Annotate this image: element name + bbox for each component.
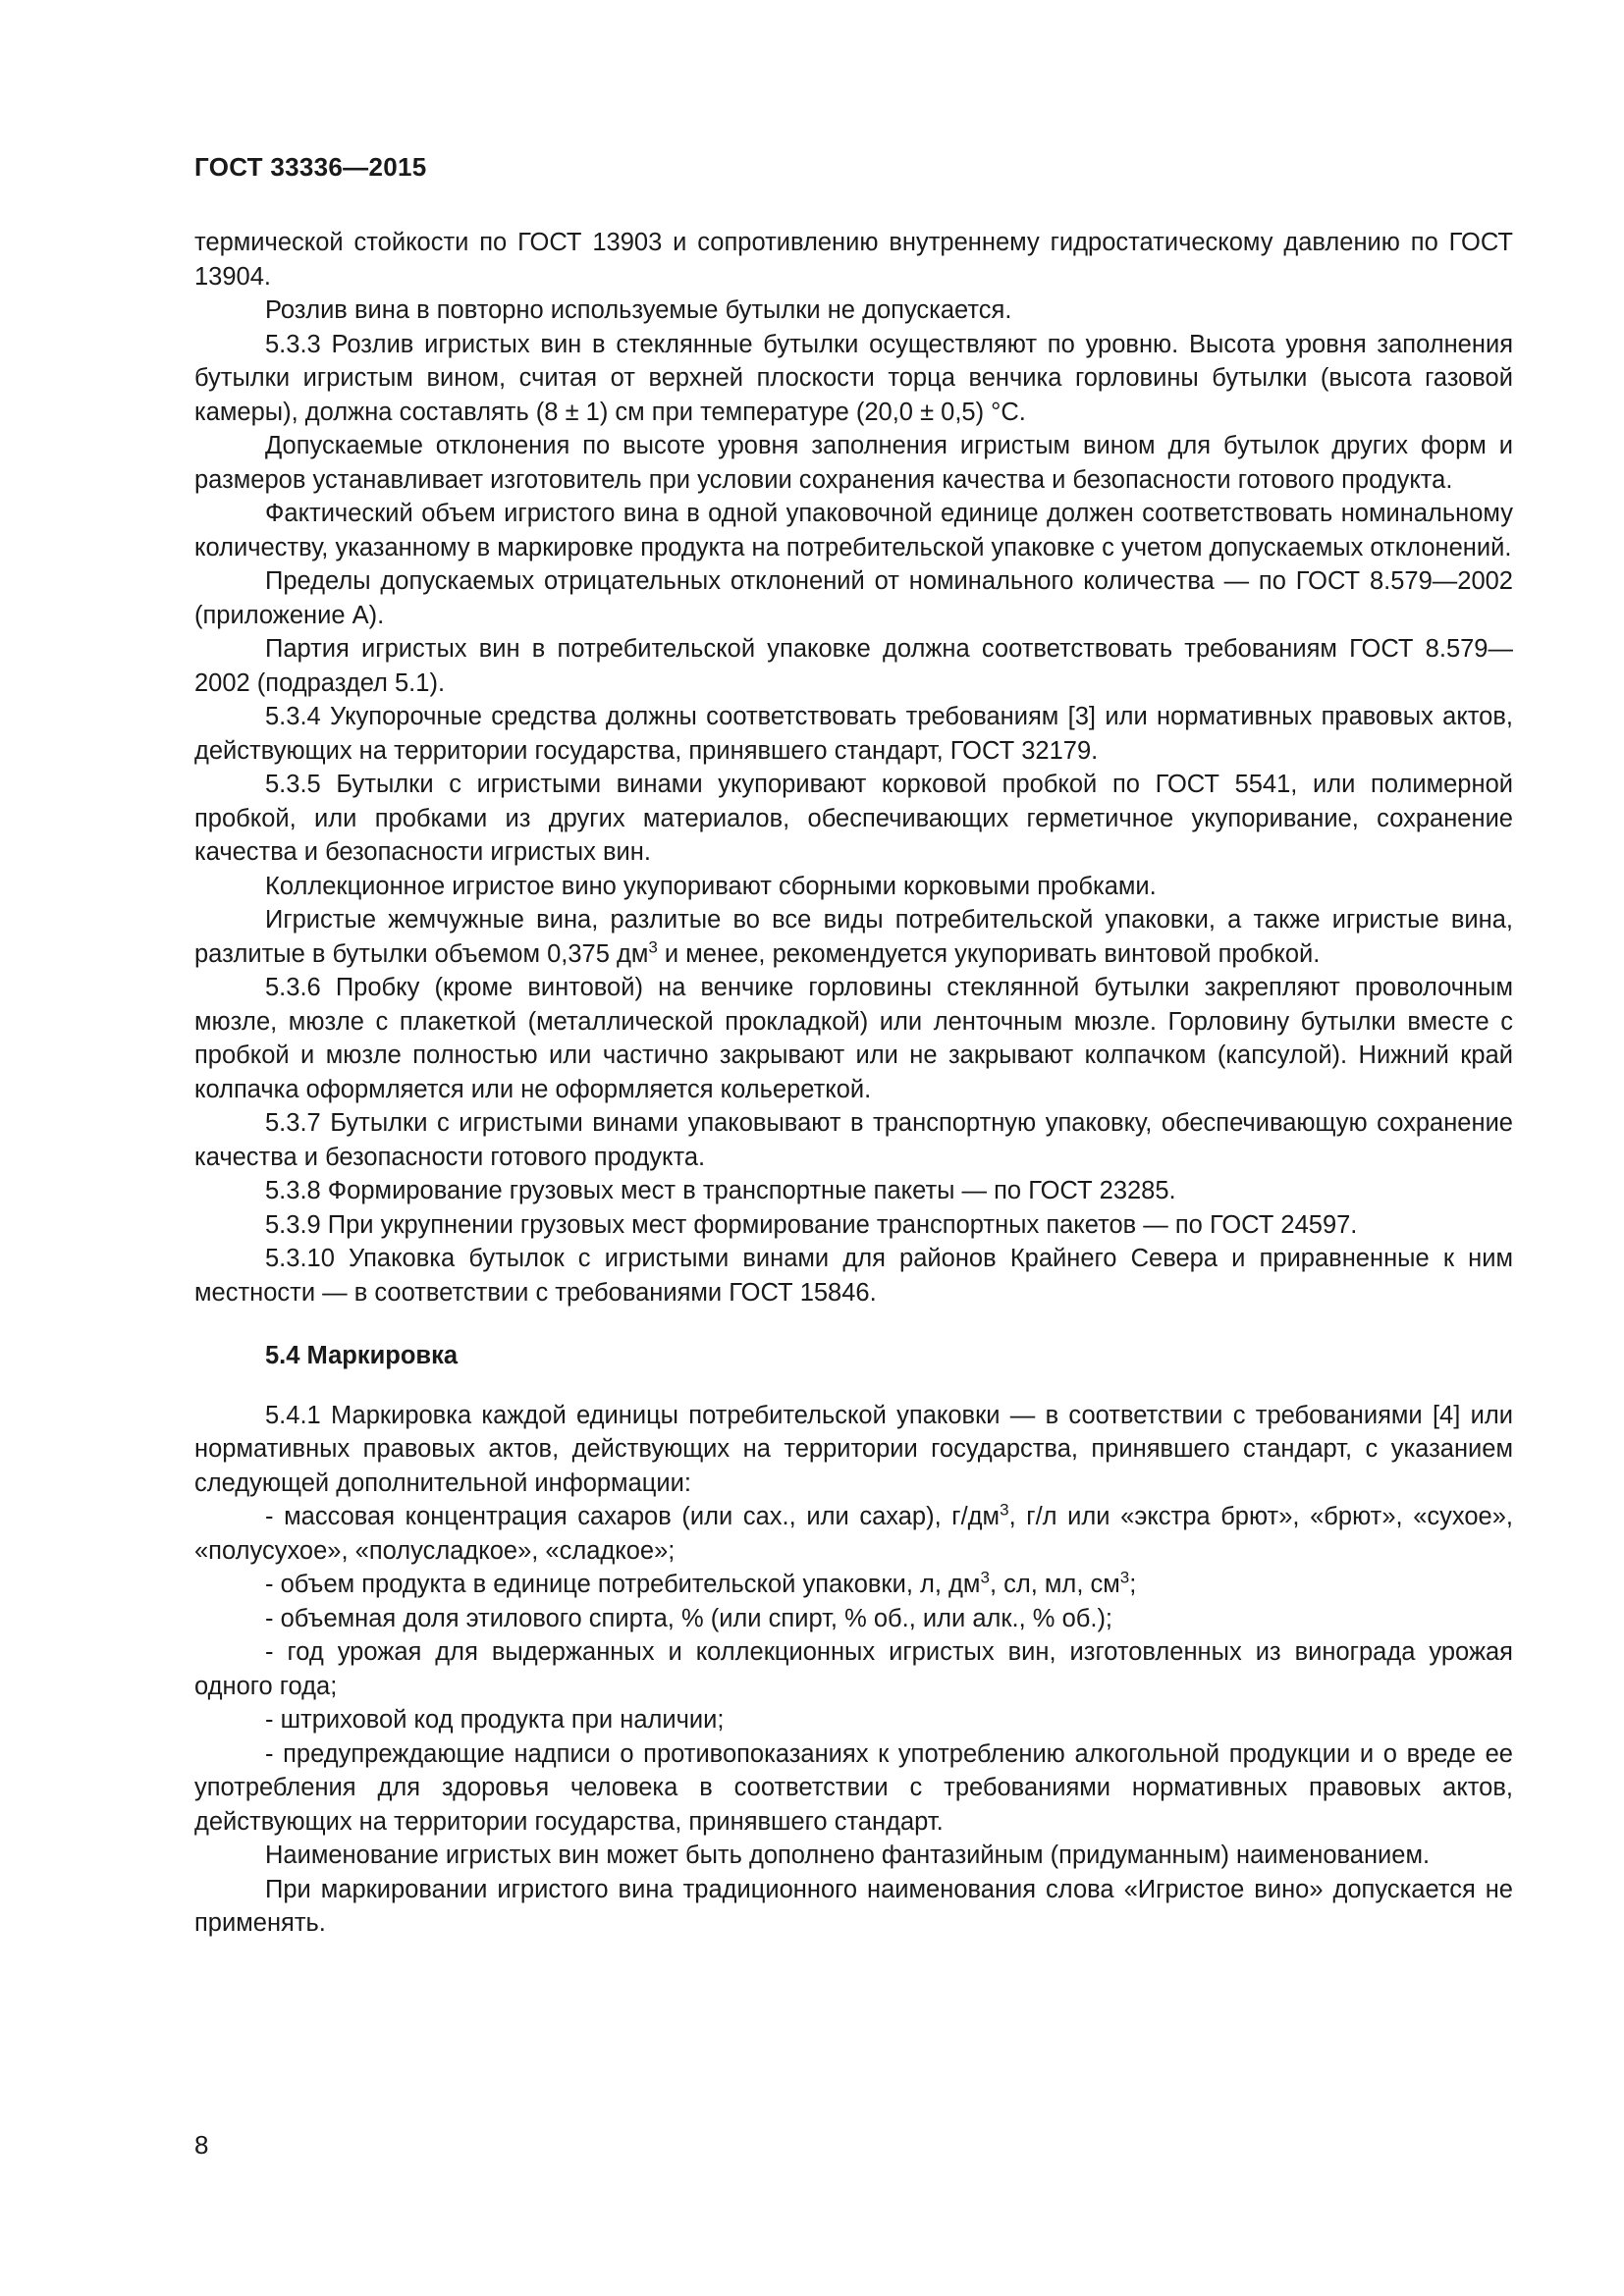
document-body: [194, 226, 1513, 1941]
paragraph: Розлив вина в повторно используемые бутылки не допускается.: [265, 296, 1012, 324]
text-fragment: - массовая концентрация сахаров (или сах., или сахар), г/дм: [265, 1503, 1001, 1530]
paragraph-5-3-6: 5.3.6 Пробку (кроме винтовой) на венчике горловины стеклянной бутылки закрепляют проволочным мюзле, мюзле с плакеткой (металлической прокладкой) или ленточным мюзле. Горловину бутылки вместе с пробкой и мюзле полностью или частично закрывают или не закрывают колпачком (капсулой). Нижний край колпачка оформляется или не оформляется кольереткой.: [194, 974, 1513, 1103]
superscript: 3: [1119, 1568, 1130, 1587]
paragraph: При маркировании игристого вина традиционного наименования слова «Игристое вино» допускается не применять.: [194, 1875, 1513, 1937]
superscript: 3: [980, 1568, 990, 1587]
page-number: 8: [194, 2130, 209, 2160]
list-item: - штриховой код продукта при наличии;: [265, 1706, 725, 1734]
paragraph-5-3-3: 5.3.3 Розлив игристых вин в стеклянные бутылки осуществляют по уровню. Высота уровня заполнения бутылки игристым вином, считая от верхней плоскости торца венчика горловины бутылки (высота газовой камеры), должна составлять (8 ± 1) см при температуре (20,0 ± 0,5) °С.: [194, 330, 1513, 426]
document-code-header: ГОСТ 33336—2015: [194, 152, 427, 182]
list-item: - год урожая для выдержанных и коллекционных игристых вин, изготовленных из винограда урожая одного года;: [194, 1638, 1513, 1700]
paragraph: Коллекционное игристое вино укупоривают сборными корковыми пробками.: [265, 872, 1157, 900]
paragraph: Наименование игристых вин может быть дополнено фантазийным (придуманным) наименованием.: [265, 1842, 1431, 1869]
paragraph: Пределы допускаемых отрицательных отклонений от номинального количества — по ГОСТ 8.579—2002 (приложение А).: [194, 567, 1513, 629]
paragraph-5-3-5: 5.3.5 Бутылки с игристыми винами укупоривают корковой пробкой по ГОСТ 5541, или полимерной пробкой, или пробками из других материалов, обеспечивающих герметичное укупоривание, сохранение качества и безопасности игристых вин.: [194, 771, 1513, 866]
paragraph-continued: термической стойкости по ГОСТ 13903 и сопротивлению внутреннему гидростатическому давлению по ГОСТ 13904.: [194, 229, 1513, 291]
paragraph-5-3-4: 5.3.4 Укупорочные средства должны соответствовать требованиям [3] или нормативных правовых актов, действующих на территории государства, принявшего стандарт, ГОСТ 32179.: [194, 703, 1513, 765]
list-item: [194, 1568, 1513, 1602]
paragraph: Фактический объем игристого вина в одной упаковочной единице должен соответствовать номинальному количеству, указанному в маркировке продукта на потребительской упаковке с учетом допускаемых отклонений.: [194, 500, 1513, 561]
text-fragment: и менее, рекомендуется укупоривать винтовой пробкой.: [657, 939, 1321, 968]
text-fragment: ;: [1129, 1571, 1137, 1598]
paragraph: Партия игристых вин в потребительской упаковке должна соответствовать требованиям ГОСТ 8.579—2002 (подраздел 5.1).: [194, 635, 1513, 697]
paragraph: Допускаемые отклонения по высоте уровня заполнения игристым вином для бутылок других форм и размеров устанавливает изготовитель при условии сохранения качества и безопасности готового продукта.: [194, 432, 1513, 494]
paragraph-5-3-9: 5.3.9 При укрупнении грузовых мест формирование транспортных пакетов — по ГОСТ 24597.: [265, 1210, 1358, 1239]
list-item: [194, 1500, 1513, 1568]
section-title: 5.4 Маркировка: [265, 1342, 459, 1369]
paragraph-5-3-10: 5.3.10 Упаковка бутылок с игристыми винами для районов Крайнего Севера и приравненные к ним местности — в соответствии с требованиями ГОСТ 15846.: [194, 1245, 1513, 1307]
paragraph-5-3-7: 5.3.7 Бутылки с игристыми винами упаковывают в транспортную упаковку, обеспечивающую сохранение качества и безопасности готового продукта.: [194, 1109, 1513, 1171]
list-item: - предупреждающие надписи о противопоказаниях к употреблению алкогольной продукции и о вреде ее употребления для здоровья человека в соответствии с требованиями нормативных правовых актов, действующих на территории государства, принявшего стандарт.: [194, 1739, 1513, 1836]
text-fragment: - объем продукта в единице потребительской упаковки, л, дм: [265, 1571, 981, 1598]
text-fragment: Игристые жемчужные вина, разлитые во все виды потребительской упаковки, а также игристые вина, разлитые в бутылки объемом 0,375 дм: [194, 906, 1513, 968]
superscript: 3: [1000, 1500, 1009, 1520]
paragraph-5-3-8: 5.3.8 Формирование грузовых мест в транспортные пакеты — по ГОСТ 23285.: [265, 1177, 1176, 1204]
superscript: 3: [648, 937, 658, 956]
paragraph-5-4-1: 5.4.1 Маркировка каждой единицы потребительской упаковки — в соответствии с требованиями [4] или нормативных правовых актов, действующих на территории государства, принявшего стандарт, с указанием следующей дополнительной информации:: [194, 1401, 1513, 1497]
paragraph-pearl-wines: [194, 903, 1513, 971]
list-item: - объемная доля этилового спирта, % (или спирт, % об., или алк., % об.);: [265, 1604, 1113, 1632]
text-fragment: , сл, мл, см: [989, 1571, 1120, 1598]
text-fragment: , г/л или «экстра брют», «брют», «сухое», «полусухое», «полусладкое», «сладкое»;: [194, 1503, 1513, 1565]
